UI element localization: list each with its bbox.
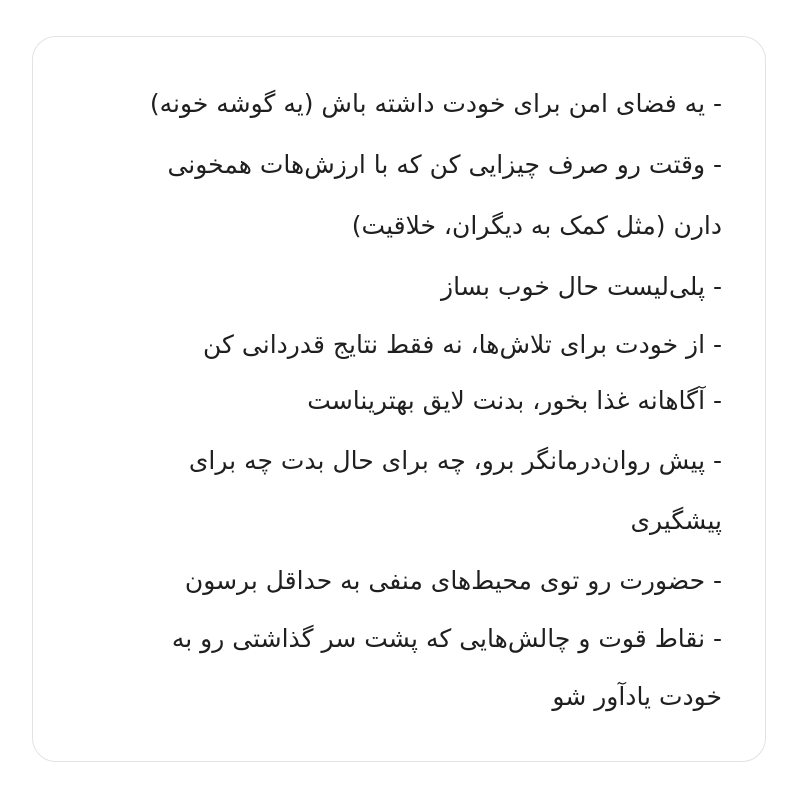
text-line: - نقاط قوت و چالش‌هایی که پشت سر گذاشتی رو به xyxy=(171,624,722,653)
text-line: خودت یادآور شو xyxy=(552,682,722,711)
text-line: - وقتت رو صرف چیزایی کن که با ارزش‌هات همخونی xyxy=(167,150,722,179)
text-line: - یه فضای امن برای خودت داشته باش (یه گوشه خونه) xyxy=(149,89,722,118)
text-line: - پلی‌لیست حال خوب بساز xyxy=(441,272,722,301)
text-line: - آگاهانه غذا بخور، بدنت لایق بهتریناست xyxy=(307,386,722,415)
text-line: - پیش روان‌درمانگر برو، چه برای حال بدت چه برای xyxy=(188,446,722,475)
text-line: - حضورت رو توی محیط‌های منفی به حداقل برسون xyxy=(184,566,722,595)
text-line: - از خودت برای تلاش‌ها، نه فقط نتایج قدردانی کن xyxy=(203,330,722,359)
text-line: پیشگیری xyxy=(630,506,722,535)
text-line: دارن (مثل کمک به دیگران، خلاقیت) xyxy=(351,211,722,240)
